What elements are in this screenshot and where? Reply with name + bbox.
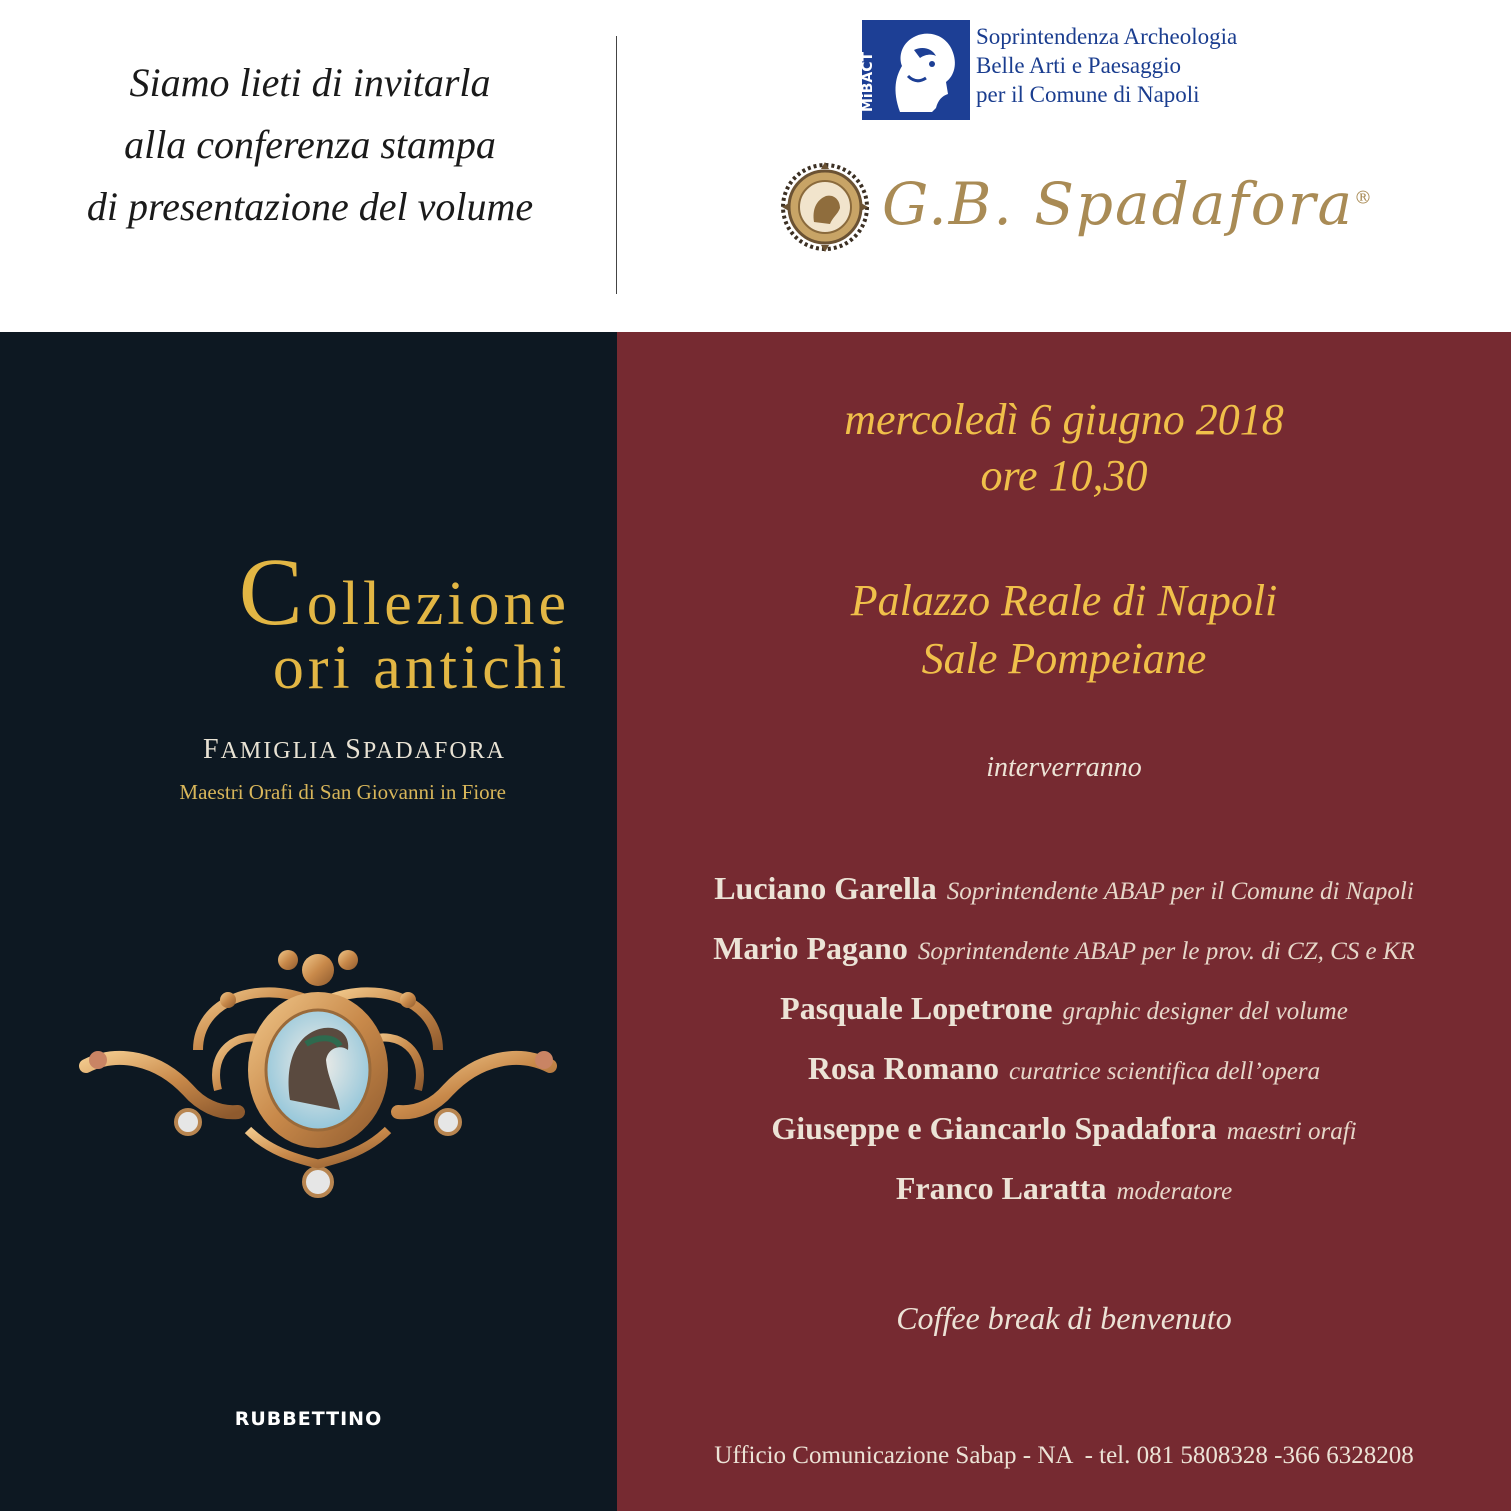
book-title-line1 xyxy=(40,538,570,645)
speaker-row xyxy=(617,922,1511,982)
registered-mark: ® xyxy=(1354,187,1373,209)
brand-name: G.B. Spadafora xyxy=(882,170,1355,238)
contact-info: Ufficio Comunicazione Sabap - NA - tel. 081 5808328 -366 6328208 xyxy=(714,1442,1414,1469)
invitation-line: Siamo lieti di invitarla xyxy=(129,60,491,105)
speaker-role: maestri orafi xyxy=(1226,1118,1357,1145)
sabap-line: Belle Arti e Paesaggio xyxy=(976,53,1182,78)
book-title-line2: ori antichi xyxy=(272,634,570,702)
coffee-break-note: Coffee break di benvenuto xyxy=(896,1300,1232,1336)
speaker-name: Rosa Romano xyxy=(807,1050,1000,1086)
speaker-role: Soprintendente ABAP per il Comune di Napoli xyxy=(946,878,1414,905)
event-venue xyxy=(617,572,1511,688)
speaker-name: Giuseppe e Giancarlo Spadafora xyxy=(771,1110,1217,1146)
publisher-logo: RUBBETTINO xyxy=(234,1408,383,1430)
speaker-row xyxy=(617,1102,1511,1162)
vertical-divider xyxy=(616,36,617,294)
book-subtitle xyxy=(40,734,506,766)
speaker-row xyxy=(617,862,1511,922)
spadafora-brand xyxy=(882,170,1372,238)
speakers-heading: interverranno xyxy=(986,752,1142,783)
book-tagline: Maestri Orafi di San Giovanni in Fiore xyxy=(179,780,506,804)
speakers-list xyxy=(617,862,1511,1222)
event-date-line: mercoledì 6 giugno 2018 xyxy=(844,395,1284,444)
invitation-line: alla conferenza stampa xyxy=(124,122,496,167)
cameo-emblem-icon xyxy=(780,160,870,254)
invitation-line: di presentazione del volume xyxy=(86,184,534,229)
subtitle-part: PADAFORA xyxy=(362,738,506,764)
event-date xyxy=(617,392,1511,504)
title-initial: C xyxy=(238,538,307,645)
sabap-line: per il Comune di Napoli xyxy=(976,82,1200,107)
venue-line: Palazzo Reale di Napoli xyxy=(850,576,1278,625)
event-time-line: ore 10,30 xyxy=(980,451,1148,500)
speaker-name: Pasquale Lopetrone xyxy=(780,990,1053,1026)
speaker-role: Soprintendente ABAP per le prov. di CZ, CS e KR xyxy=(917,938,1415,965)
sabap-line: Soprintendenza Archeologia xyxy=(976,24,1238,49)
speaker-role: curatrice scientifica dell’opera xyxy=(1009,1058,1321,1085)
speaker-row xyxy=(617,1042,1511,1102)
speaker-role: moderatore xyxy=(1116,1178,1233,1205)
venue-line: Sale Pompeiane xyxy=(921,634,1207,683)
speaker-row xyxy=(617,1162,1511,1222)
sabap-name xyxy=(976,22,1237,109)
subtitle-initial: F xyxy=(203,734,221,765)
title-rest: ollezione xyxy=(306,570,570,638)
brooch-image xyxy=(78,940,558,1210)
speaker-row xyxy=(617,982,1511,1042)
speaker-name: Franco Laratta xyxy=(895,1170,1107,1206)
profile-head-icon xyxy=(862,20,970,120)
subtitle-initial: S xyxy=(345,734,363,765)
sabap-logo-mark: MiBACT xyxy=(860,51,876,112)
top-header xyxy=(0,0,1511,332)
invitation-text xyxy=(20,52,600,238)
book-title xyxy=(40,538,570,702)
book-cover-panel xyxy=(0,332,617,1511)
subtitle-part: AMIGLIA xyxy=(220,738,346,764)
speaker-role: graphic designer del volume xyxy=(1062,998,1348,1025)
speaker-name: Mario Pagano xyxy=(713,930,908,966)
speaker-name: Luciano Garella xyxy=(714,870,937,906)
